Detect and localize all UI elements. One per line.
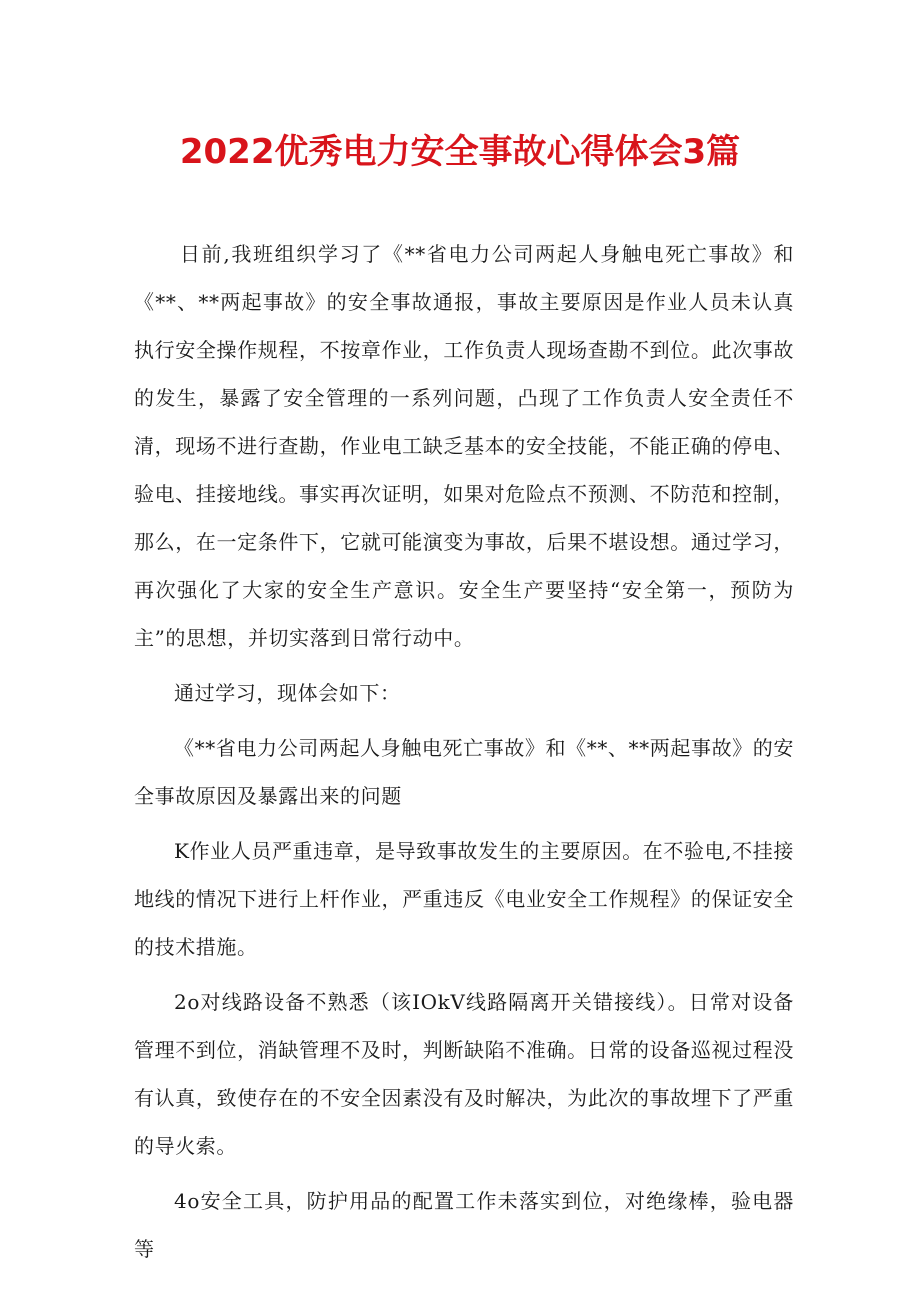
document-body [134,230,794,1280]
document-title: 2022优秀电力安全事故心得体会3篇 [179,132,741,172]
paragraph-study-summary: 日前,我班组织学习了《**省电力公司两起人身触电死亡事故》和《**、**两起事故》的安全事故通报，事故主要原因是作业人员未认真执行安全操作规程，不按章作业，工作负责人现场查勘不到位。此次事故的发生，暴露了安全管理的一系列问题，凸现了工作负责人安全责任不清，现场不进行查勘，作业电工缺乏基本的安全技能，不能正确的停电、验电、挂接地线。事实再次证明，如果对危险点不预测、不防范和控制，那么，在一定条件下，它就可能演变为事故，后果不堪设想。通过学习，再次强化了大家的安全生产意识。安全生产要坚持“安全第一，预防为主”的思想，并切实落到日常行动中。 [134,242,794,650]
paragraph-point-2: 2o对线路设备不熟悉（该IOkV线路隔离开关错接线）。日常对设备管理不到位，消缺管理不及时，判断缺陷不准确。日常的设备巡视过程没有认真，致使存在的不安全因素没有及时解决，为此次的事故埋下了严重的导火索。 [134,990,794,1158]
paragraph-point-1: K作业人员严重违章，是导致事故发生的主要原因。在不验电,不挂接地线的情况下进行上杆作业，严重违反《电业安全工作规程》的保证安全的技术措施。 [134,839,794,959]
paragraph-intro-experience: 通过学习，现体会如下： [174,681,401,705]
paragraph-section-heading: 《**省电力公司两起人身触电死亡事故》和《**、**两起事故》的安全事故原因及暴露出来的问题 [134,736,794,808]
paragraph-point-4: 4o安全工具，防护用品的配置工作未落实到位，对绝缘棒，验电器等 [134,1189,794,1261]
